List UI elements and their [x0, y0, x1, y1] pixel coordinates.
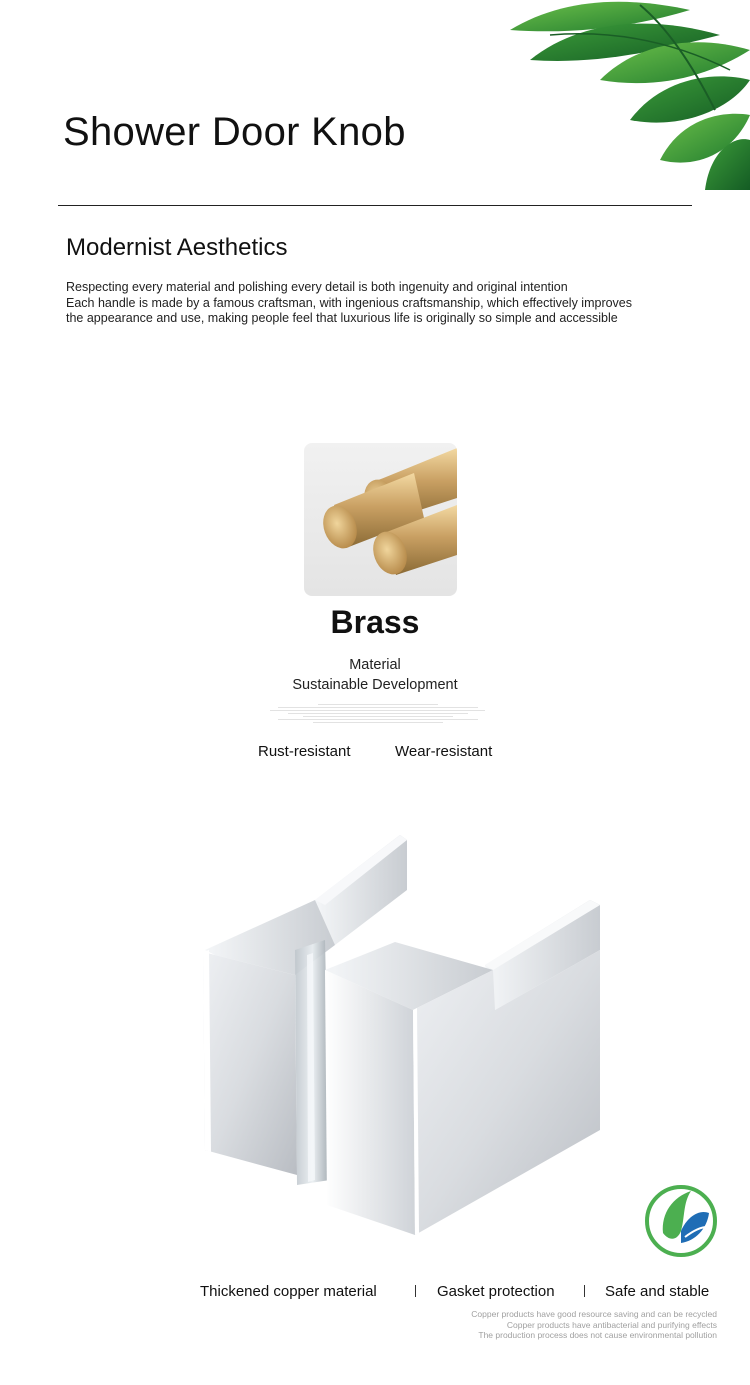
chrome-knob-icon: [195, 830, 610, 1235]
brass-rods-icon: [304, 443, 457, 596]
material-subtitle: [0, 655, 750, 695]
eco-note: Copper products have good resource saving and can be recycled: [471, 1309, 717, 1319]
feature-gasket-protection: Gasket protection: [437, 1283, 555, 1300]
intro-line: Each handle is made by a famous craftsman, with ingenious craftsmanship, which effectively improves: [66, 295, 633, 310]
section-title: Modernist Aesthetics: [66, 234, 288, 261]
material-subtitle-line: Sustainable Development: [292, 677, 458, 693]
feature-separator: [415, 1285, 416, 1297]
eco-notes: [471, 1309, 717, 1341]
eco-leaf-drop-icon: [643, 1183, 719, 1259]
eco-note: The production process does not cause environmental pollution: [478, 1330, 717, 1340]
title-divider: [58, 205, 692, 206]
feature-thickened-copper: Thickened copper material: [200, 1283, 377, 1300]
eco-note: Copper products have antibacterial and purifying effects: [506, 1319, 717, 1330]
intro-line: the appearance and use, making people feel that luxurious life is originally so simple and accessible: [66, 311, 618, 325]
intro-line: Respecting every material and polishing every detail is both ingenuity and original intention: [66, 280, 568, 294]
feature-separator: [584, 1285, 585, 1297]
feature-wear-resistant: Wear-resistant: [395, 743, 493, 760]
feature-safe-stable: Safe and stable: [605, 1283, 710, 1300]
intro-text: [66, 280, 706, 327]
feature-rust-resistant: Rust-resistant: [258, 743, 351, 760]
material-name: Brass: [330, 604, 420, 640]
palm-leaves-icon: [490, 0, 750, 190]
brass-material-image: [304, 443, 457, 596]
fine-print-decoration: [270, 704, 485, 730]
page-title: Shower Door Knob: [63, 110, 406, 154]
material-subtitle-line: Material: [349, 657, 401, 673]
